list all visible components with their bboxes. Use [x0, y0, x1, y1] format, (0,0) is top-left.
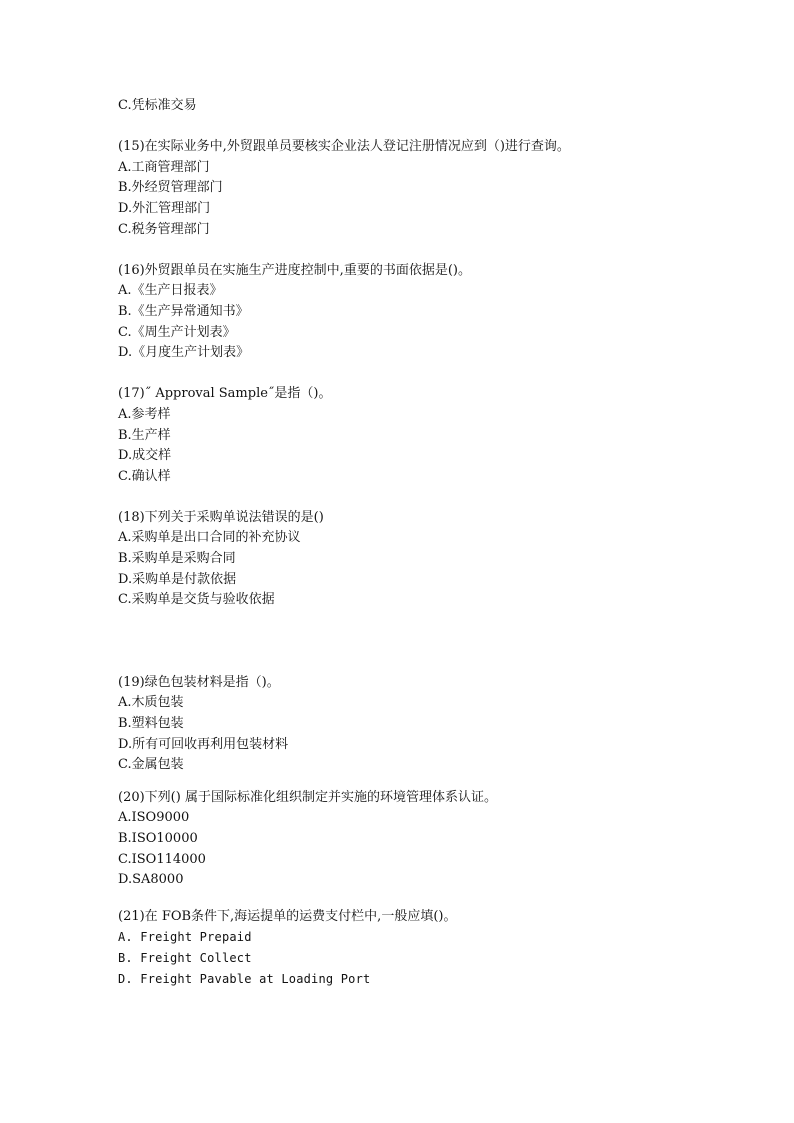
spacer — [118, 117, 738, 138]
option-d-21: D. Freight Pavable at Loading Port — [118, 971, 371, 986]
option-c-15: C.税务管理部门 — [118, 221, 210, 237]
option-b-20: B.ISO10000 — [118, 831, 198, 846]
question-21: (21)在 FOB条件下,海运提单的运费支付栏中,一般应填()。 — [118, 908, 457, 924]
option-d-18: D.采购单是付款依据 — [118, 571, 237, 587]
option-d-20: D.SA8000 — [118, 872, 184, 888]
option-b-17: B.生产样 — [118, 427, 171, 443]
option-c-17: C.确认样 — [118, 468, 171, 484]
question-15: (15)在实际业务中,外贸跟单员要核实企业法人登记注册情况应到（)进行查询。 — [118, 139, 570, 155]
option-a-19: A.木质包装 — [118, 695, 184, 711]
option-b-16: B.《生产异常通知书》 — [118, 303, 249, 319]
spacer — [118, 487, 738, 508]
option-d-17: D.成交样 — [118, 448, 172, 464]
option-c-18: C.采购单是交货与验收依据 — [118, 592, 275, 608]
question-17: (17)˝ Approval Sample˝是指（)。 — [118, 386, 332, 402]
option-a-18: A.采购单是出口合同的补充协议 — [118, 530, 301, 546]
question-20: (20)下列() 属于国际标准化组织制定并实施的环境管理体系认证。 — [118, 789, 497, 805]
spacer — [118, 611, 738, 673]
option-b-21: B. Freight Collect — [118, 950, 252, 965]
option-a-16: A.《生产日报表》 — [118, 283, 223, 299]
spacer — [118, 364, 738, 385]
question-18: (18)下列关于采购单说法错误的是() — [118, 509, 324, 525]
spacer — [118, 891, 738, 907]
option-b-15: B.外经贸管理部门 — [118, 180, 223, 196]
option-c-20: C.ISO114000 — [118, 851, 206, 867]
option-a-21: A. Freight Prepaid — [118, 930, 252, 945]
document-page — [118, 96, 738, 989]
spacer — [118, 776, 738, 788]
question-19: (19)绿色包装材料是指（)。 — [118, 674, 280, 690]
option-d-19: D.所有可回收再利用包装材料 — [118, 736, 289, 752]
option-d-15: D.外汇管理部门 — [118, 200, 211, 216]
option-b-19: B.塑料包装 — [118, 716, 184, 732]
option-c-19: C.金属包装 — [118, 757, 184, 773]
option-a-20: A.ISO9000 — [118, 810, 190, 826]
option-c-16: C.《周生产计划表》 — [118, 324, 236, 340]
option-a-15: A.工商管理部门 — [118, 159, 210, 175]
question-16: (16)外贸跟单员在实施生产进度控制中,重要的书面依据是()。 — [118, 262, 471, 278]
option-a-17: A.参考样 — [118, 406, 171, 422]
spacer — [118, 240, 738, 261]
option-b-18: B.采购单是采购合同 — [118, 551, 236, 567]
option-d-16: D.《月度生产计划表》 — [118, 345, 250, 361]
option-c-14: C.凭标准交易 — [118, 98, 197, 113]
